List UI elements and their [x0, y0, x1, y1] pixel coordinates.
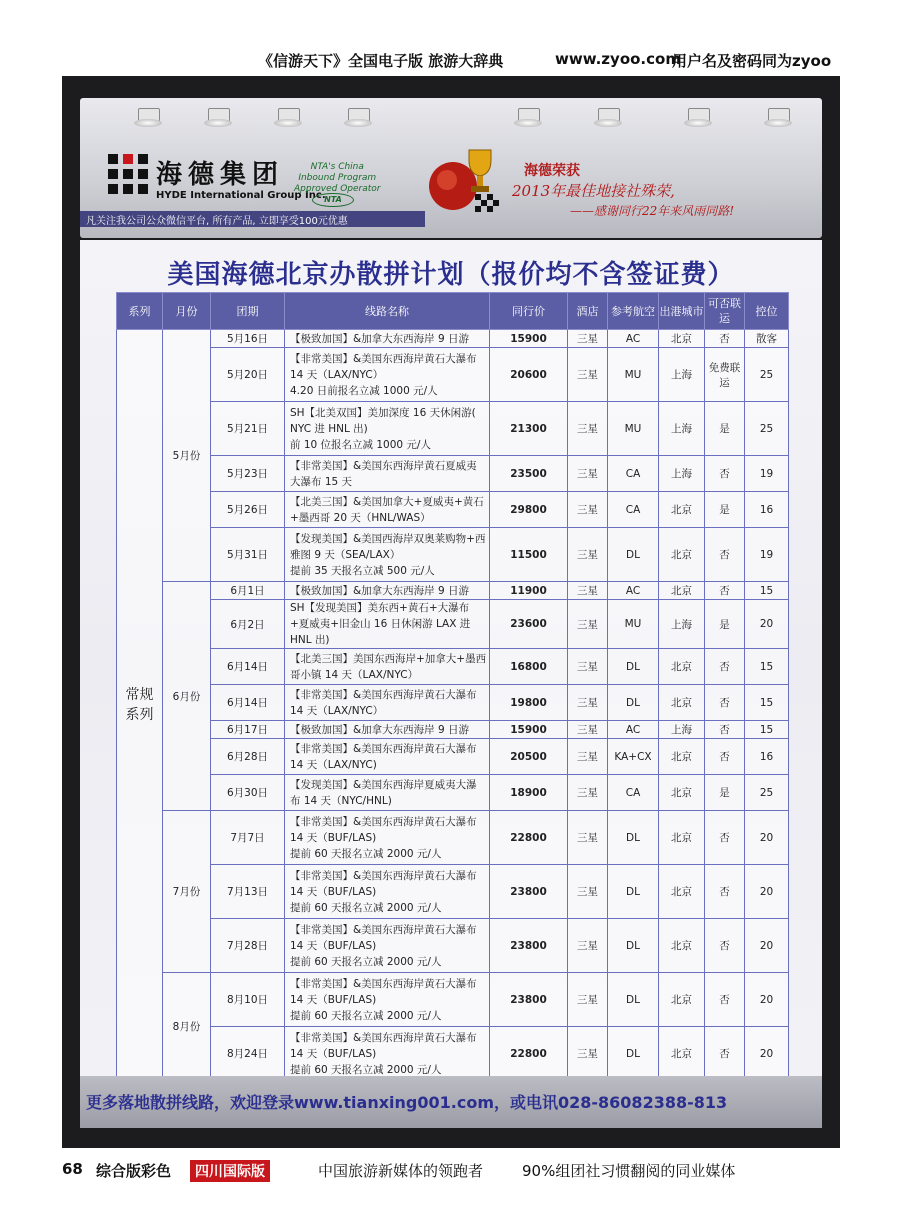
- col-price: 同行价: [490, 293, 568, 330]
- price-cell: 22800: [490, 1027, 568, 1081]
- airline-cell: DL: [608, 528, 659, 582]
- date-cell: 8月10日: [211, 973, 285, 1027]
- hotel-cell: 三星: [568, 865, 608, 919]
- price-cell: 11900: [490, 582, 568, 600]
- table-row: [117, 330, 789, 348]
- date-cell: 6月28日: [211, 739, 285, 775]
- combo-cell: 否: [705, 811, 745, 865]
- col-seats: 控位: [745, 293, 789, 330]
- city-cell: 北京: [659, 811, 705, 865]
- page-number: 68: [62, 1160, 83, 1178]
- city-cell: 北京: [659, 1027, 705, 1081]
- combo-cell: 否: [705, 456, 745, 492]
- award-title: 2013年最佳地接社殊荣,: [512, 182, 675, 200]
- hotel-cell: 三星: [568, 973, 608, 1027]
- table-row: [117, 582, 789, 600]
- hotel-cell: 三星: [568, 330, 608, 348]
- combo-cell: 否: [705, 865, 745, 919]
- combo-cell: 免费联运: [705, 348, 745, 402]
- nta-line: NTA's China: [310, 162, 364, 172]
- route-cell: 【非常美国】&美国东西海岸黄石大瀑布 14 天（BUF/LAS) 提前 60 天报名立减 2000 元/人: [285, 811, 490, 865]
- combo-cell: 否: [705, 1027, 745, 1081]
- route-cell: 【非常美国】&美国东西海岸黄石大瀑布 14 天（BUF/LAS) 提前 60 天报名立减 2000 元/人: [285, 973, 490, 1027]
- city-cell: 北京: [659, 865, 705, 919]
- seats-cell: 25: [745, 775, 789, 811]
- nta-approval: [294, 162, 381, 195]
- seats-cell: 16: [745, 492, 789, 528]
- hotel-cell: 三星: [568, 582, 608, 600]
- combo-cell: 是: [705, 600, 745, 649]
- city-cell: 北京: [659, 492, 705, 528]
- city-cell: 北京: [659, 685, 705, 721]
- combo-cell: 否: [705, 721, 745, 739]
- spotlight-row: [80, 98, 822, 128]
- page-header: [0, 46, 900, 76]
- route-cell: 【非常美国】&美国东西海岸黄石大瀑布 14 天（BUF/LAS) 提前 60 天报名立减 2000 元/人: [285, 1027, 490, 1081]
- price-cell: 20500: [490, 739, 568, 775]
- airline-cell: AC: [608, 582, 659, 600]
- combo-cell: 是: [705, 402, 745, 456]
- wechat-promo-text: 凡关注我公司公众微信平台, 所有产品, 立即享受100元优惠: [86, 216, 348, 227]
- date-cell: 5月26日: [211, 492, 285, 528]
- table-row: [117, 456, 789, 492]
- spotlight-icon: [510, 108, 546, 128]
- route-cell: 【发现美国】&美国西海岸双奥莱购物+西雅图 9 天（SEA/LAX） 提前 35 天报名立减 500 元/人: [285, 528, 490, 582]
- price-cell: 23800: [490, 919, 568, 973]
- city-cell: 北京: [659, 528, 705, 582]
- city-cell: 北京: [659, 649, 705, 685]
- date-cell: 6月14日: [211, 649, 285, 685]
- airline-cell: DL: [608, 973, 659, 1027]
- airline-cell: MU: [608, 402, 659, 456]
- date-cell: 6月17日: [211, 721, 285, 739]
- route-cell: SH【北美双国】美加深度 16 天休闲游( NYC 进 HNL 出) 前 10 位报名立减 1000 元/人: [285, 402, 490, 456]
- col-series: 系列: [117, 293, 163, 330]
- company-name-en: HYDE International Group Inc.: [156, 190, 326, 201]
- airline-cell: CA: [608, 492, 659, 528]
- table-row: [117, 492, 789, 528]
- award-heading: 海德荣获: [524, 163, 580, 179]
- price-cell: 23500: [490, 456, 568, 492]
- table-row: [117, 775, 789, 811]
- city-cell: 北京: [659, 919, 705, 973]
- company-banner: [80, 98, 822, 238]
- spotlight-icon: [590, 108, 626, 128]
- combo-cell: 否: [705, 919, 745, 973]
- date-cell: 5月21日: [211, 402, 285, 456]
- combo-cell: 否: [705, 330, 745, 348]
- company-name-cn: 海德集团: [156, 160, 285, 190]
- airline-cell: DL: [608, 685, 659, 721]
- route-cell: 【极致加国】&加拿大东西海岸 9 日游: [285, 330, 490, 348]
- route-cell: 【北美三国】美国东西海岸+加拿大+墨西哥小镇 14 天（LAX/NYC）: [285, 649, 490, 685]
- seats-cell: 19: [745, 456, 789, 492]
- airline-cell: KA+CX: [608, 739, 659, 775]
- city-cell: 北京: [659, 739, 705, 775]
- city-cell: 北京: [659, 775, 705, 811]
- spotlight-icon: [760, 108, 796, 128]
- airline-cell: DL: [608, 1027, 659, 1081]
- table-row: [117, 1027, 789, 1081]
- date-cell: 8月24日: [211, 1027, 285, 1081]
- airline-cell: DL: [608, 919, 659, 973]
- seats-cell: 15: [745, 582, 789, 600]
- combo-cell: 否: [705, 739, 745, 775]
- city-cell: 上海: [659, 348, 705, 402]
- airline-cell: DL: [608, 811, 659, 865]
- price-cell: 15900: [490, 721, 568, 739]
- table-row: [117, 811, 789, 865]
- city-cell: 北京: [659, 973, 705, 1027]
- nta-logo-icon: NTA: [312, 193, 354, 207]
- route-cell: 【发现美国】&美国东西海岸夏威夷大瀑布 14 天（NYC/HNL): [285, 775, 490, 811]
- seats-cell: 25: [745, 402, 789, 456]
- date-cell: 6月30日: [211, 775, 285, 811]
- seats-cell: 20: [745, 865, 789, 919]
- route-cell: 【非常美国】&美国东西海岸黄石大瀑布 14 天（BUF/LAS) 提前 60 天报名立减 2000 元/人: [285, 865, 490, 919]
- airline-cell: DL: [608, 865, 659, 919]
- table-row: [117, 919, 789, 973]
- date-cell: 6月14日: [211, 685, 285, 721]
- tour-schedule-table: [116, 292, 789, 1081]
- page-footer: [0, 1158, 900, 1184]
- combo-cell: 否: [705, 649, 745, 685]
- hotel-cell: 三星: [568, 649, 608, 685]
- wechat-promo-bar: [80, 211, 425, 227]
- route-cell: 【非常美国】&美国东西海岸黄石夏威夷大瀑布 15 天: [285, 456, 490, 492]
- hotel-cell: 三星: [568, 739, 608, 775]
- nta-line: Approved Operator: [294, 184, 381, 194]
- route-cell: 【极致加国】&加拿大东西海岸 9 日游: [285, 582, 490, 600]
- spotlight-icon: [340, 108, 376, 128]
- seats-cell: 15: [745, 649, 789, 685]
- date-cell: 5月16日: [211, 330, 285, 348]
- date-cell: 6月1日: [211, 582, 285, 600]
- route-cell: 【非常美国】&美国东西海岸黄石大瀑布 14 天（LAX/NYC）: [285, 685, 490, 721]
- table-row: [117, 348, 789, 402]
- city-cell: 上海: [659, 600, 705, 649]
- col-date: 团期: [211, 293, 285, 330]
- date-cell: 7月7日: [211, 811, 285, 865]
- seats-cell: 20: [745, 1027, 789, 1081]
- hotel-cell: 三星: [568, 600, 608, 649]
- spotlight-icon: [130, 108, 166, 128]
- airline-cell: MU: [608, 348, 659, 402]
- table-row: [117, 402, 789, 456]
- month-cell: 7月份: [163, 811, 211, 973]
- seats-cell: 15: [745, 721, 789, 739]
- table-row: [117, 721, 789, 739]
- city-cell: 上海: [659, 402, 705, 456]
- city-cell: 上海: [659, 456, 705, 492]
- slogan-right: 90%组团社习惯翻阅的同业媒体: [522, 1162, 736, 1180]
- price-cell: 23800: [490, 973, 568, 1027]
- seats-cell: 20: [745, 973, 789, 1027]
- airline-cell: CA: [608, 775, 659, 811]
- seats-cell: 19: [745, 528, 789, 582]
- contact-banner: [80, 1076, 822, 1128]
- price-cell: 15900: [490, 330, 568, 348]
- month-cell: 6月份: [163, 582, 211, 811]
- hotel-cell: 三星: [568, 456, 608, 492]
- contact-text: 更多落地散拼线路，欢迎登录www.tianxing001.com，或电讯028-86082388-813: [86, 1093, 728, 1112]
- month-cell: 5月份: [163, 330, 211, 582]
- price-cell: 11500: [490, 528, 568, 582]
- col-city: 出港城市: [659, 293, 705, 330]
- combo-cell: 否: [705, 685, 745, 721]
- airline-cell: DL: [608, 649, 659, 685]
- route-cell: 【极致加国】&加拿大东西海岸 9 日游: [285, 721, 490, 739]
- hotel-cell: 三星: [568, 919, 608, 973]
- price-cell: 23800: [490, 865, 568, 919]
- price-cell: 29800: [490, 492, 568, 528]
- combo-cell: 否: [705, 973, 745, 1027]
- table-row: [117, 865, 789, 919]
- trophy-icon: [425, 140, 505, 220]
- spotlight-icon: [200, 108, 236, 128]
- col-airline: 参考航空: [608, 293, 659, 330]
- header-publication: 《信游天下》全国电子版 旅游大辞典: [258, 52, 504, 70]
- hotel-cell: 三星: [568, 528, 608, 582]
- date-cell: 5月23日: [211, 456, 285, 492]
- hotel-cell: 三星: [568, 685, 608, 721]
- seats-cell: 16: [745, 739, 789, 775]
- hotel-cell: 三星: [568, 402, 608, 456]
- table-row: [117, 685, 789, 721]
- col-combo: 可否联运: [705, 293, 745, 330]
- date-cell: 5月31日: [211, 528, 285, 582]
- seats-cell: 15: [745, 685, 789, 721]
- route-cell: 【北美三国】&美国加拿大+夏威夷+黄石+墨西哥 20 天（HNL/WAS）: [285, 492, 490, 528]
- route-cell: 【非常美国】&美国东西海岸黄石大瀑布 14 天（LAX/NYC): [285, 739, 490, 775]
- table-row: [117, 649, 789, 685]
- price-cell: 22800: [490, 811, 568, 865]
- price-cell: 18900: [490, 775, 568, 811]
- airline-cell: CA: [608, 456, 659, 492]
- seats-cell: 20: [745, 919, 789, 973]
- price-cell: 20600: [490, 348, 568, 402]
- hotel-cell: 三星: [568, 1027, 608, 1081]
- city-cell: 北京: [659, 582, 705, 600]
- spotlight-icon: [270, 108, 306, 128]
- airline-cell: AC: [608, 330, 659, 348]
- route-cell: 【非常美国】&美国东西海岸黄石大瀑布 14 天（LAX/NYC） 4.20 日前报名立减 1000 元/人: [285, 348, 490, 402]
- seats-cell: 20: [745, 600, 789, 649]
- schedule-panel: [80, 240, 822, 1076]
- table-row: [117, 600, 789, 649]
- price-cell: 19800: [490, 685, 568, 721]
- date-cell: 5月20日: [211, 348, 285, 402]
- airline-cell: MU: [608, 600, 659, 649]
- date-cell: 7月28日: [211, 919, 285, 973]
- header-login-note: 用户名及密码同为zyoo: [672, 52, 832, 70]
- table-row: [117, 528, 789, 582]
- combo-cell: 否: [705, 582, 745, 600]
- page-title: 美国海德北京办散拼计划（报价均不含签证费）: [167, 260, 735, 290]
- date-cell: 7月13日: [211, 865, 285, 919]
- city-cell: 北京: [659, 330, 705, 348]
- slogan-left: 中国旅游新媒体的领跑者: [318, 1162, 484, 1180]
- award-thanks: ——感谢同行22年来风雨同路!: [570, 204, 735, 218]
- price-cell: 21300: [490, 402, 568, 456]
- airline-cell: AC: [608, 721, 659, 739]
- seats-cell: 25: [745, 348, 789, 402]
- edition-tag: 四川国际版: [190, 1160, 270, 1182]
- nta-line: Inbound Program: [298, 173, 377, 183]
- spotlight-icon: [680, 108, 716, 128]
- section-name: 综合版彩色: [96, 1162, 172, 1180]
- seats-cell: 散客: [745, 330, 789, 348]
- price-cell: 16800: [490, 649, 568, 685]
- hotel-cell: 三星: [568, 492, 608, 528]
- combo-cell: 否: [705, 528, 745, 582]
- series-cell: 常规系列: [117, 330, 163, 1081]
- date-cell: 6月2日: [211, 600, 285, 649]
- table-header-row: [117, 293, 789, 330]
- route-cell: 【非常美国】&美国东西海岸黄石大瀑布 14 天（BUF/LAS) 提前 60 天报名立减 2000 元/人: [285, 919, 490, 973]
- header-site[interactable]: www.zyoo.com: [555, 50, 681, 68]
- col-hotel: 酒店: [568, 293, 608, 330]
- hotel-cell: 三星: [568, 811, 608, 865]
- combo-cell: 是: [705, 775, 745, 811]
- seats-cell: 20: [745, 811, 789, 865]
- hyde-logo-icon: [108, 154, 148, 194]
- route-cell: SH【发现美国】美东西+黄石+大瀑布+夏威夷+旧金山 16 日休闲游 LAX 进 HNL 出): [285, 600, 490, 649]
- hotel-cell: 三星: [568, 721, 608, 739]
- combo-cell: 是: [705, 492, 745, 528]
- price-cell: 23600: [490, 600, 568, 649]
- month-cell: 8月份: [163, 973, 211, 1081]
- table-row: [117, 973, 789, 1027]
- table-row: [117, 739, 789, 775]
- city-cell: 上海: [659, 721, 705, 739]
- col-month: 月份: [163, 293, 211, 330]
- col-route: 线路名称: [285, 293, 490, 330]
- hotel-cell: 三星: [568, 775, 608, 811]
- hotel-cell: 三星: [568, 348, 608, 402]
